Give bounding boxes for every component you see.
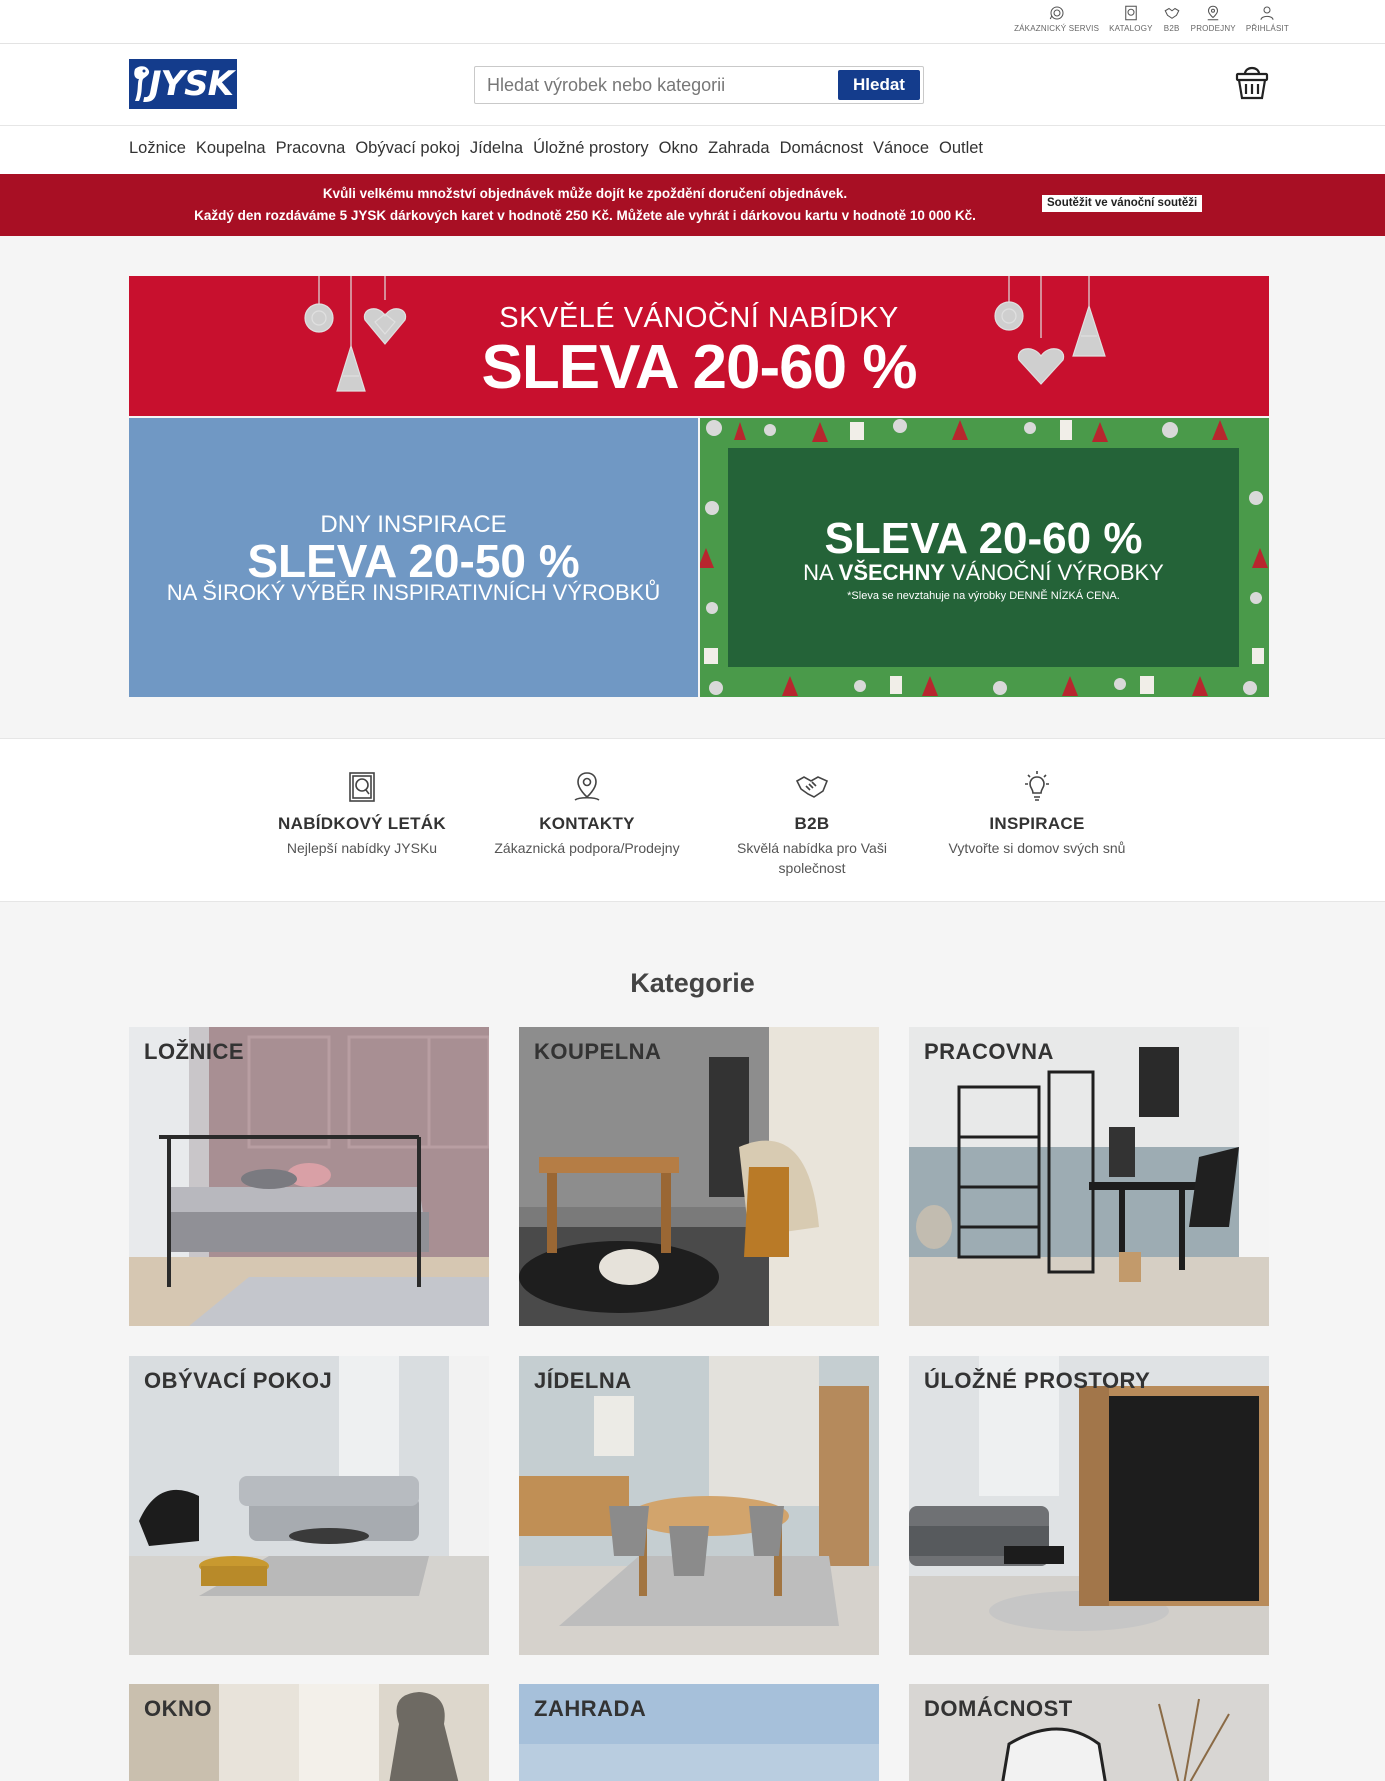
main-nav [0,126,1385,174]
nav-item-zahrada[interactable]: Zahrada [708,139,770,157]
category-label-ulozne-prostory: ÚLOŽNÉ PROSTORY [924,1368,1151,1393]
handshake-icon [1163,4,1181,22]
category-label-zahrada: ZAHRADA [534,1696,647,1721]
b2b-label: B2B [1163,24,1180,33]
hero-right-note: *Sleva se nevztahuje na výrobky DENNĚ NÍZKÁ CENA. [847,590,1120,602]
stores-label: PRODEJNY [1190,24,1236,33]
search-box [474,66,924,104]
hero-left-line-1: DNY INSPIRACE [320,511,507,538]
category-label-loznice: LOŽNICE [144,1039,245,1064]
category-tile-pracovna[interactable] [909,1027,1269,1326]
bird-logo-icon [131,63,155,105]
service-contacts[interactable] [482,769,692,858]
hero-top-subtitle: SKVĚLÉ VÁNOČNÍ NABÍDKY [499,302,899,334]
nav-item-vanoce[interactable]: Vánoce [873,139,929,157]
hero-right-panel [728,448,1239,667]
user-icon [1258,4,1276,22]
nav-item-okno[interactable]: Okno [658,139,699,157]
nav-item-koupelna[interactable]: Koupelna [195,139,266,157]
search-button[interactable]: Hledat [838,70,920,100]
category-tile-domacnost[interactable] [909,1684,1269,1781]
categories-heading: Kategorie [630,968,755,998]
location-pin-icon [569,769,605,805]
nav-item-jidelna[interactable]: Jídelna [469,139,524,157]
category-label-jidelna: JÍDELNA [534,1368,632,1393]
category-tile-okno[interactable] [129,1684,489,1781]
header [0,44,1385,126]
hero-right-line-1: SLEVA 20-60 % [824,514,1143,563]
category-tile-ulozne-prostory[interactable] [909,1356,1269,1655]
customer-service-icon [1048,4,1066,22]
category-label-obyvaci-pokoj: OBÝVACÍ POKOJ [144,1368,333,1393]
service-leaflet-desc: Nejlepší nabídky JYSKu [286,840,438,856]
service-inspiration-desc: Vytvořte si domov svých snů [948,840,1126,856]
service-strip [0,738,1385,902]
nav-item-pracovna[interactable]: Pracovna [275,139,346,157]
login-label: PŘIHLÁSIT [1245,24,1289,33]
alert-banner [0,174,1385,236]
christmas-contest-button[interactable]: Soutěžit ve vánoční soutěži [1042,195,1202,212]
office-image [909,1027,1269,1326]
hero-christmas-products-banner[interactable] [700,418,1269,697]
customer-service-label: ZÁKAZNICKÝ SERVIS [1014,24,1100,33]
jysk-logo[interactable] [129,59,237,109]
login-link[interactable] [1246,4,1289,33]
hero-right-line-2 [728,560,1239,586]
b2b-link[interactable] [1163,4,1181,33]
nav-item-ulozne-prostory[interactable]: Úložné prostory [533,139,649,157]
nav-item-loznice[interactable]: Ložnice [129,139,186,157]
utility-bar [0,0,1385,44]
category-tile-jidelna[interactable] [519,1356,879,1655]
category-tile-koupelna[interactable] [519,1027,879,1326]
ornament-right-icon [989,276,1119,416]
customer-service-link[interactable] [1014,4,1099,33]
bathroom-image [519,1027,879,1326]
living-room-image [129,1356,489,1655]
service-contacts-desc: Zákaznická podpora/Prodejny [494,840,680,856]
category-tile-zahrada[interactable] [519,1684,879,1781]
service-inspiration-title: INSPIRACE [989,814,1085,833]
storage-image [909,1356,1269,1655]
hero-christmas-banner[interactable] [129,276,1269,416]
basket-icon[interactable] [1234,62,1270,102]
catalog-label: KATALOGY [1109,24,1153,33]
utility-links [1014,4,1289,33]
hero-top-title: SLEVA 20-60 % [481,333,917,402]
leaflet-icon [344,769,380,805]
nav-list [129,139,983,158]
service-b2b-title: B2B [794,814,830,833]
catalog-icon [1122,4,1140,22]
category-label-pracovna: PRACOVNA [924,1039,1054,1064]
nav-item-outlet[interactable]: Outlet [939,139,984,157]
service-b2b[interactable] [707,769,917,878]
service-inspiration[interactable] [932,769,1142,858]
category-tile-loznice[interactable] [129,1027,489,1326]
alert-line-1: Kvůli velkému množství objednávek může dojít ke zpoždění doručení objednávek. [322,186,848,201]
service-leaflet-title: NABÍDKOVÝ LETÁK [278,814,446,833]
nav-item-domacnost[interactable]: Domácnost [779,139,864,157]
hero-right-line-2-post: VÁNOČNÍ VÝROBKY [951,560,1164,585]
nav-item-obyvaci-pokoj[interactable]: Obývací pokoj [355,139,460,157]
alert-text [150,183,1020,227]
bedroom-image [129,1027,489,1326]
service-contacts-title: KONTAKTY [539,814,635,833]
category-label-koupelna: KOUPELNA [534,1039,662,1064]
category-label-domacnost: DOMÁCNOST [924,1696,1073,1721]
stores-link[interactable] [1191,4,1236,33]
catalog-link[interactable] [1109,4,1153,33]
category-label-okno: OKNO [144,1696,212,1721]
handshake-icon [794,769,830,805]
logo-text: JYSK [148,64,233,104]
hero-left-line-2: SLEVA 20-50 % [247,535,580,587]
dining-room-image [519,1356,879,1655]
service-b2b-desc: Skvělá nabídka pro Vaši společnost [737,840,887,876]
lightbulb-icon [1019,769,1055,805]
hero-inspiration-banner[interactable] [129,418,698,697]
hero-right-line-2-pre: NA [803,560,833,585]
alert-line-2: Každý den rozdáváme 5 JYSK dárkových karet v hodnotě 250 Kč. Můžete ale vyhrát i dárkovou kartu v hodnotě 10 000 Kč. [194,208,976,223]
store-pin-icon [1204,4,1222,22]
search-input[interactable] [475,67,835,103]
hero-right-line-2-bold: VŠECHNY [838,560,945,585]
service-leaflet[interactable] [257,769,467,858]
hero-left-line-3: NA ŠIROKÝ VÝBĚR INSPIRATIVNÍCH VÝROBKŮ [166,580,661,605]
category-tile-obyvaci-pokoj[interactable] [129,1356,489,1655]
